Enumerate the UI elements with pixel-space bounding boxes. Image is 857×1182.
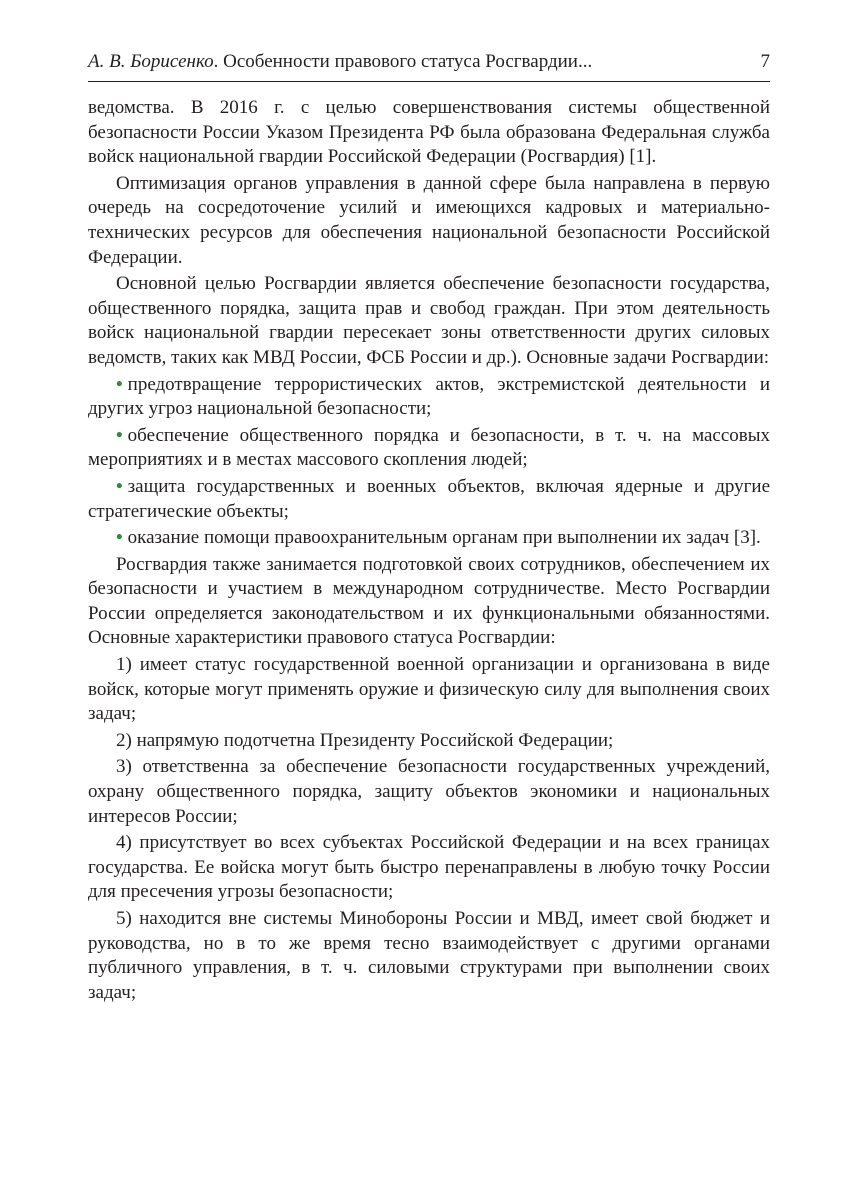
paragraph: Росгвардия также занимается подготовкой своих сотрудников, обеспечением их безопасности и участием в международном сотрудничестве. Место Росгвардии России определяется законодательством и их функциональными обязанностями. Основные характеристики правового статуса Росгвардии: [88, 553, 770, 649]
numbered-item: 1) имеет статус государственной военной организации и организована в виде войск, которые могут применять оружие и физическую силу для выполнения своих задач; [88, 654, 770, 725]
paragraph: Оптимизация органов управления в данной сфере была направлена в первую очередь на сосредоточение усилий и имеющихся кадровых и материально-технических ресурсов для обеспечения национальной безопасности Российской Федерации. [88, 172, 770, 268]
bullet-item [88, 475, 770, 524]
paragraph-continuation: ведомства. В 2016 г. с целью совершенствования системы общественной безопасности России Указом Президента РФ была образована Федеральная служба войск национальной гвардии Российской Федерации (Росгвардия) [1]. [88, 97, 770, 168]
body-text [88, 96, 770, 1005]
header-author: А. В. Борисенко [88, 51, 214, 72]
bullet-text: защита государственных и военных объектов, включая ядерные и другие стратегические объекты; [88, 475, 770, 522]
bullet-text: оказание помощи правоохранительным органам при выполнении их задач [3]. [127, 527, 761, 549]
bullet-icon: • [116, 475, 123, 497]
numbered-item: 3) ответственна за обеспечение безопасности государственных учреждений, охрану общественного порядка, защиту объектов экономики и национальных интересов России; [88, 756, 770, 827]
bullet-text: обеспечение общественного порядка и безопасности, в т. ч. на массовых мероприятиях и в местах массового скопления людей; [88, 424, 770, 471]
numbered-item: 2) напрямую подотчетна Президенту Российской Федерации; [116, 729, 614, 751]
bullet-icon: • [116, 527, 123, 549]
paragraph: Основной целью Росгвардии является обеспечение безопасности государства, общественного порядка, защита прав и свобод граждан. При этом деятельность войск национальной гвардии пересекает зоны ответственности других силовых ведомств, таких как МВД России, ФСБ России и др.). Основные задачи Росгвардии: [88, 273, 770, 368]
header-article-title: . Особенности правового статуса Росгвардии... [213, 51, 593, 72]
bullet-icon: • [116, 424, 123, 446]
bullet-item [88, 526, 770, 551]
bullet-item [88, 424, 770, 473]
numbered-item: 4) присутствует во всех субъектах Российской Федерации и на всех границах государства. Ее войска могут быть быстро перенаправлены в любую точку России для пресечения угрозы безопасности; [88, 832, 770, 903]
bullet-item [88, 373, 770, 422]
running-title [88, 50, 592, 74]
bullet-text: предотвращение террористических актов, экстремистской деятельности и других угроз национальной безопасности; [88, 373, 770, 420]
numbered-item: 5) находится вне системы Минобороны России и МВД, имеет свой бюджет и руководства, но в то же время тесно взаимодействует с другими органами публичного управления, в т. ч. силовыми структурами при выполнении своих задач; [88, 908, 770, 1003]
page-number: 7 [760, 51, 770, 72]
bullet-icon: • [116, 373, 123, 395]
running-header [88, 50, 770, 82]
